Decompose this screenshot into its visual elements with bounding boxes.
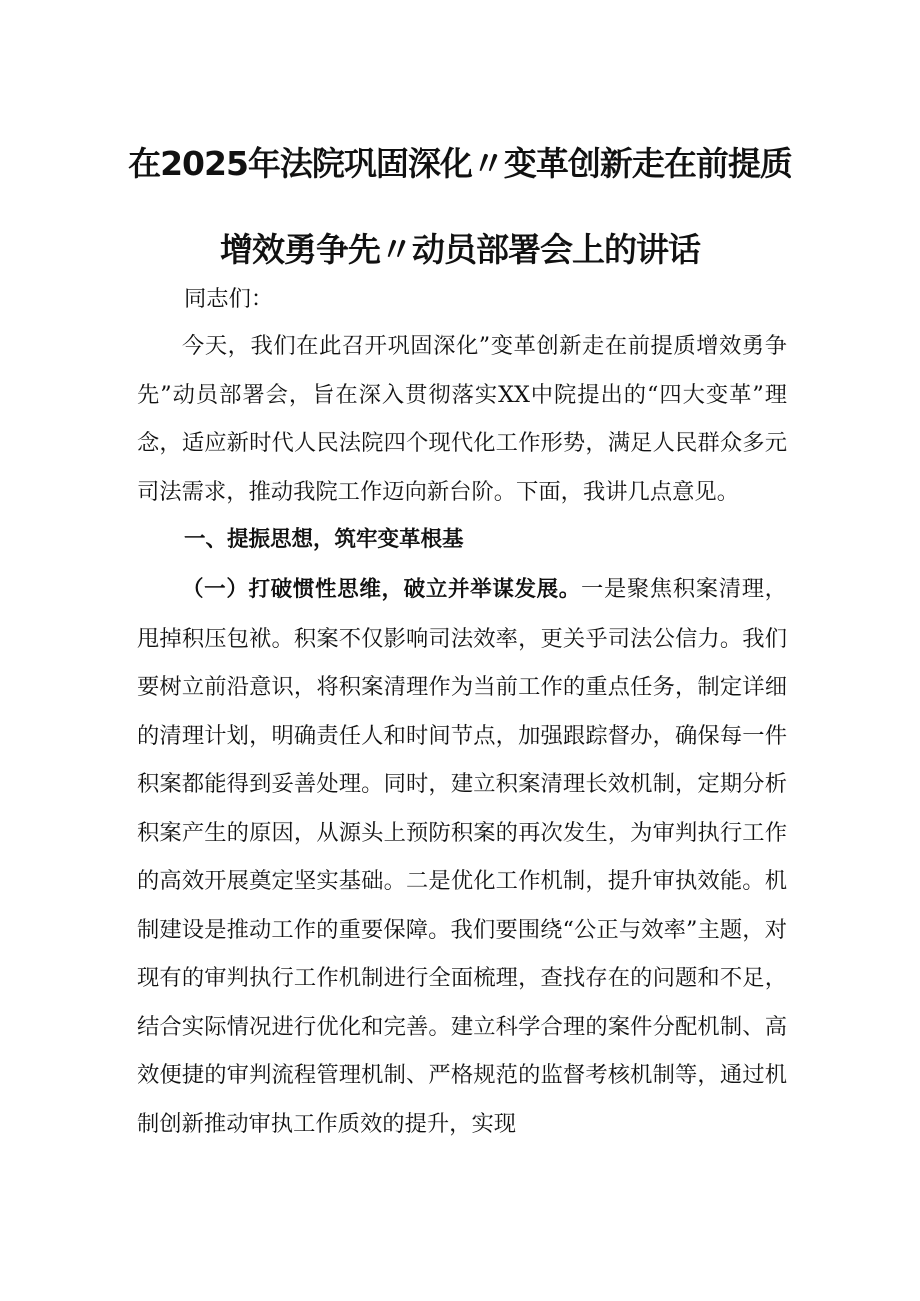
subsection-1-paragraph [137, 565, 787, 1148]
subsection-1-body: 一是聚焦积案清理，甩掉积压包袱。积案不仅影响司法效率，更关乎司法公信力。我们要树立前沿意识，将积案清理作为当前工作的重点任务，制定详细的清理计划，明确责任人和时间节点，加强跟踪督办，确保每一件积案都能得到妥善处理。同时，建立积案清理长效机制，定期分析积案产生的原因，从源头上预防积案的再次发生，为审判执行工作的高效开展奠定坚实基础。二是优化工作机制，提升审执效能。机制建设是推动工作的重要保障。我们要围绕“公正与效率”主题，对现有的审判执行工作机制进行全面梳理，查找存在的问题和不足，结合实际情况进行优化和完善。建立科学合理的案件分配机制、高效便捷的审判流程管理机制、严格规范的监督考核机制等，通过机制创新推动审执工作质效的提升，实现 [137, 576, 787, 1137]
section-1-heading: 一、提振思想，筑牢变革根基 [184, 527, 464, 552]
intro-paragraph: 今天，我们在此召开巩固深化”变革创新走在前提质增效勇争先”动员部署会，旨在深入贯彻落实XX中院提出的“四大变革”理念，适应新时代人民法院四个现代化工作形势，满足人民群众多元司法需求，推动我院工作迈向新台阶。下面，我讲几点意见。 [137, 333, 787, 505]
title-line-1: 在2025年法院巩固深化〃变革创新走在前提质 [128, 144, 792, 183]
subsection-1-heading: （一）打破惯性思维，破立并举谋发展。 [182, 577, 581, 602]
salutation: 同志们： [184, 286, 274, 312]
title-line-2: 增效勇争先〃动员部署会上的讲话 [220, 230, 700, 269]
